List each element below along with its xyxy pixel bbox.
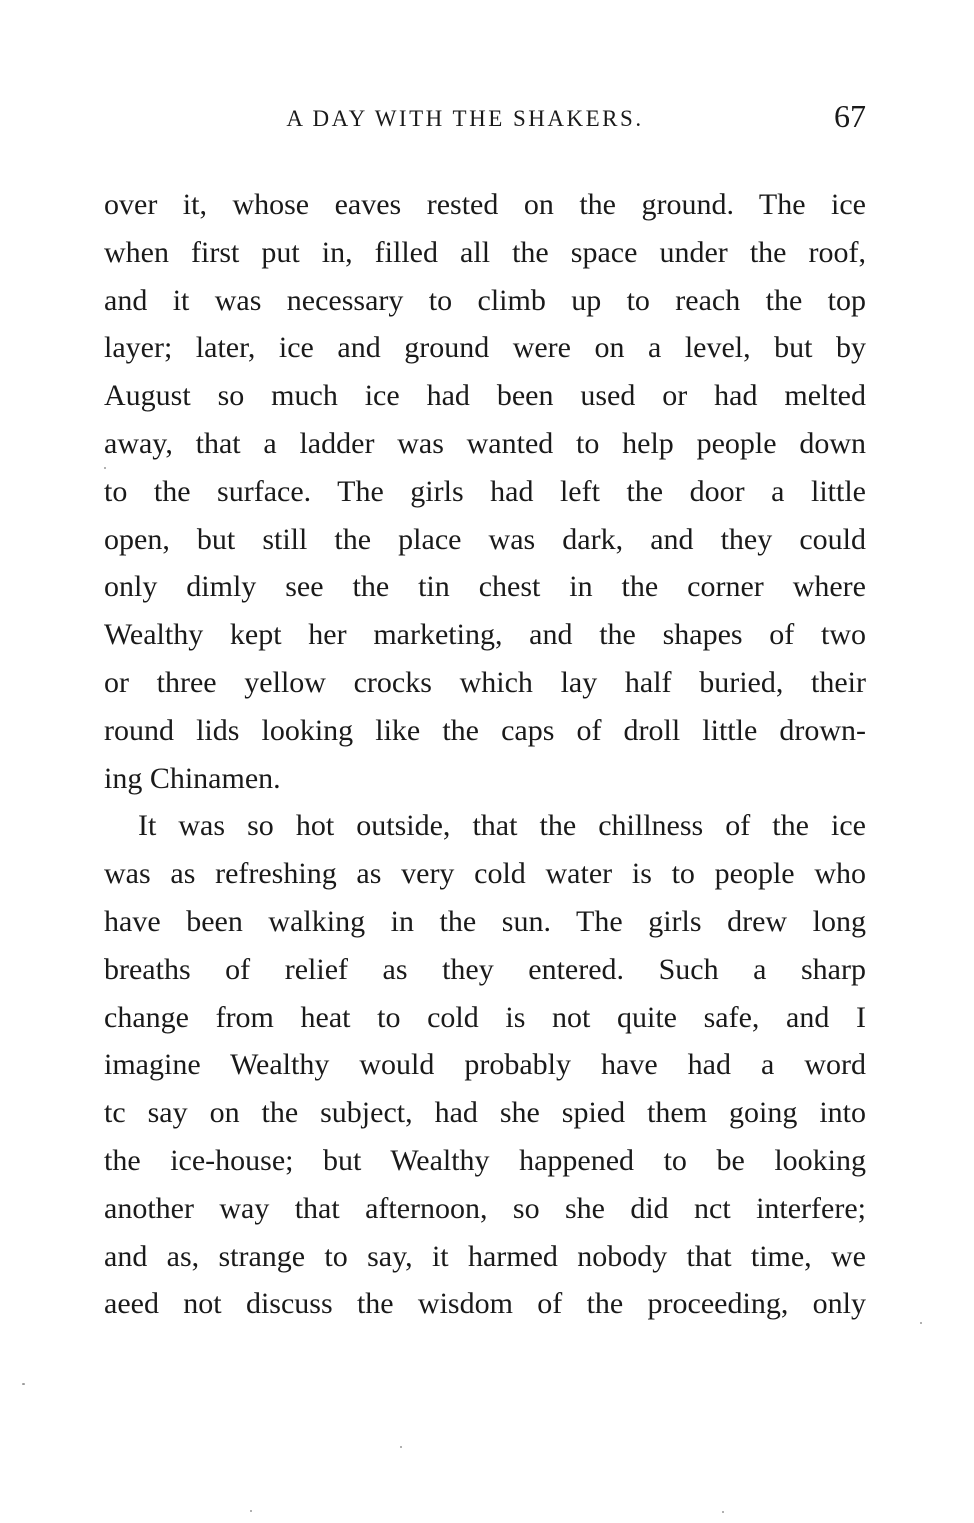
text-line: was as refreshing as very cold water is to people who bbox=[104, 857, 866, 891]
text-line: breaths of relief as they entered. Such a sharp bbox=[104, 952, 866, 986]
scan-speck bbox=[400, 1446, 402, 1448]
text-line: layer; later, ice and ground were on a level, but by bbox=[104, 331, 866, 365]
text-line: and it was necessary to climb up to reach the top bbox=[104, 283, 866, 317]
text-line: only dimly see the tin chest in the corner where bbox=[104, 570, 866, 604]
text-line: the ice-house; but Wealthy happened to be looking bbox=[104, 1143, 866, 1177]
text-line: round lids looking like the caps of droll little drown- bbox=[104, 713, 866, 747]
running-title: A DAY WITH THE SHAKERS. bbox=[286, 106, 644, 131]
text-line: aeed not discuss the wisdom of the proceeding, only bbox=[104, 1287, 866, 1321]
scan-speck bbox=[722, 1511, 724, 1513]
text-line: It was so hot outside, that the chillness of the ice bbox=[138, 809, 866, 843]
running-head bbox=[104, 98, 866, 142]
paragraph-1 bbox=[104, 181, 866, 802]
text-line: Wealthy kept her marketing, and the shapes of two bbox=[104, 618, 866, 652]
text-line: August so much ice had been used or had melted bbox=[104, 379, 866, 413]
text-line: change from heat to cold is not quite safe, and I bbox=[104, 1000, 866, 1034]
scan-speck bbox=[104, 467, 106, 469]
body-text bbox=[104, 181, 866, 1328]
scan-speck bbox=[920, 1322, 922, 1324]
text-line: over it, whose eaves rested on the ground. The ice bbox=[104, 188, 866, 221]
text-line: another way that afternoon, so she did nct interfere; bbox=[104, 1191, 866, 1225]
scan-speck bbox=[250, 1510, 252, 1512]
paragraph-2 bbox=[104, 802, 866, 1328]
text-line: to the surface. The girls had left the door a little bbox=[104, 474, 866, 508]
text-line: or three yellow crocks which lay half buried, their bbox=[104, 665, 866, 699]
text-line: tc say on the subject, had she spied them going into bbox=[104, 1096, 866, 1130]
text-line: away, that a ladder was wanted to help people down bbox=[104, 426, 866, 460]
text-line: and as, strange to say, it harmed nobody that time, we bbox=[104, 1239, 866, 1273]
text-line: open, but still the place was dark, and they could bbox=[104, 522, 866, 556]
text-line: when first put in, filled all the space under the roof, bbox=[104, 235, 866, 269]
scan-speck bbox=[22, 1383, 25, 1385]
text-line: ing Chinamen. bbox=[104, 761, 281, 795]
page-number: 67 bbox=[834, 98, 866, 134]
text-line: imagine Wealthy would probably have had a word bbox=[104, 1048, 866, 1082]
text-line: have been walking in the sun. The girls drew long bbox=[104, 904, 866, 938]
